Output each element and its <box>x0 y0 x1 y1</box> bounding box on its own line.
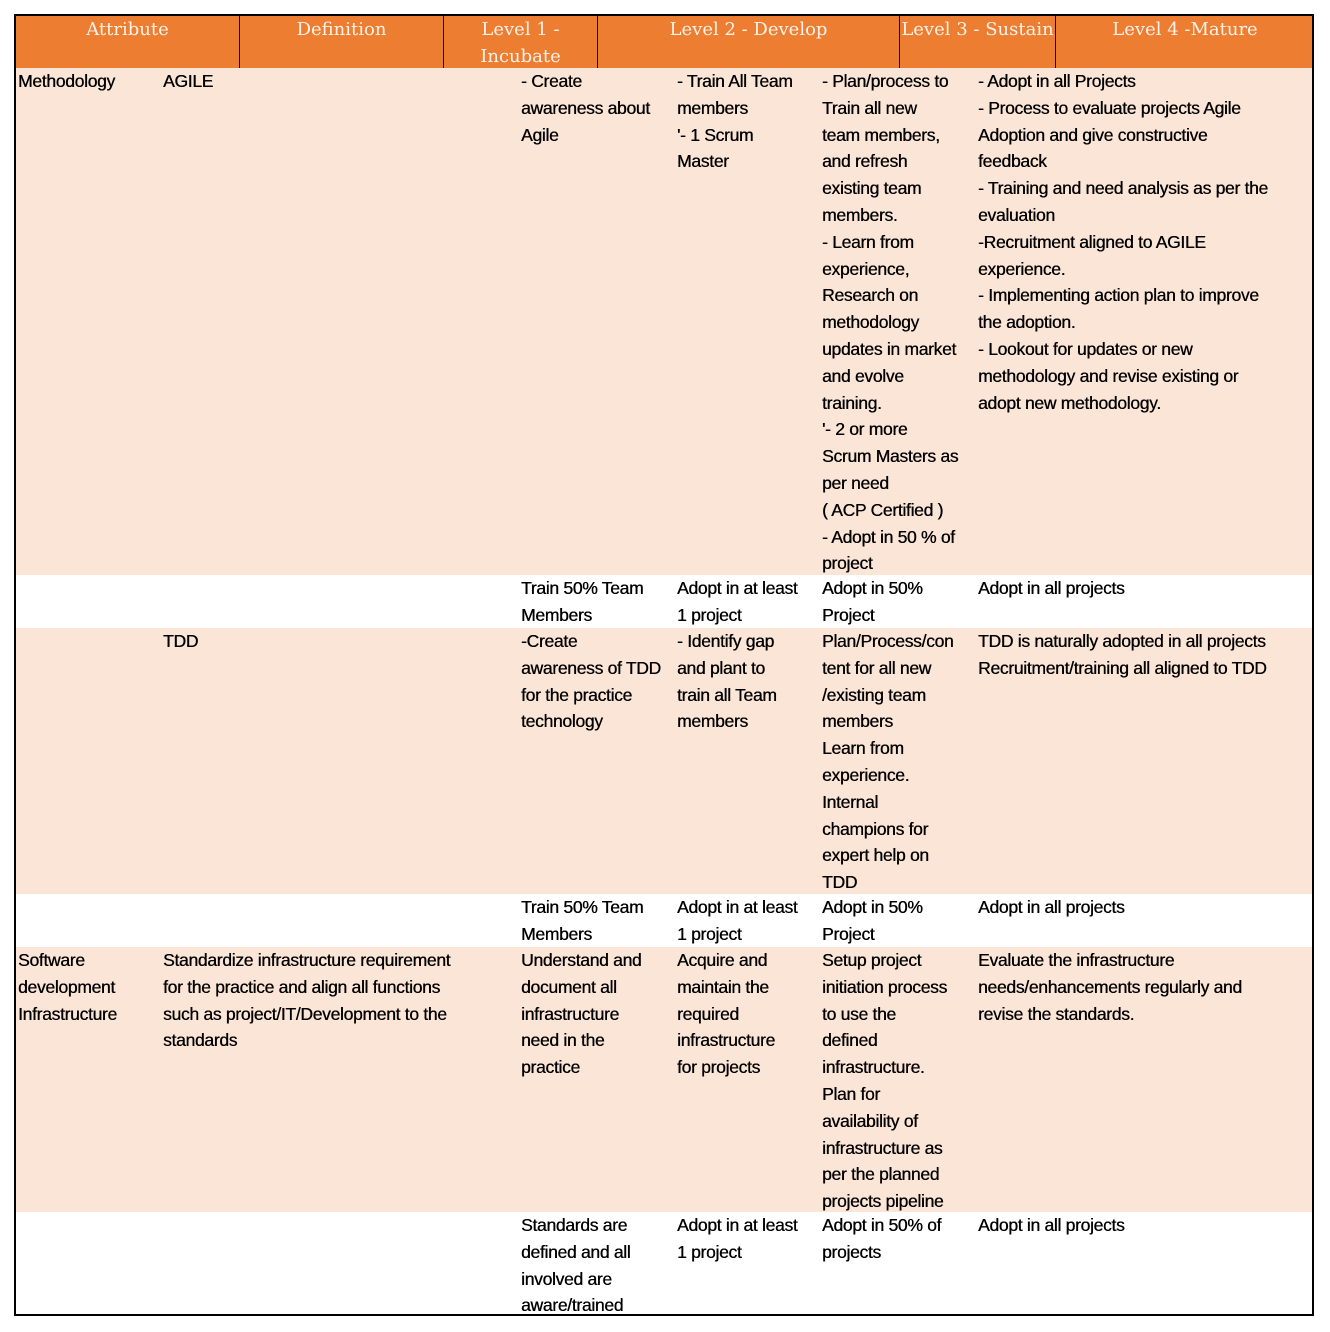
maturity-table <box>14 14 1314 1316</box>
row-level4: Evaluate the infrastructure needs/enhancements regularly and revise the standards. <box>978 950 1242 1024</box>
row-level3: Plan/Process/con tent for all new /existing team members Learn from experience. Internal champions for expert help on TDD <box>822 631 954 893</box>
table-row <box>16 894 1314 947</box>
header-definition: Definition <box>240 16 444 68</box>
row-level1: - Create awareness about Agile <box>521 71 650 145</box>
table-row <box>16 628 1314 894</box>
header-attribute: Attribute <box>16 16 240 68</box>
row-level1: Understand and document all infrastructure need in the practice <box>521 950 642 1078</box>
table-row <box>16 68 1314 575</box>
header-level1: Level 1 - Incubate <box>444 16 598 68</box>
row-category: Software development Infrastructure <box>18 950 117 1024</box>
header-level3: Level 3 - Sustain <box>900 16 1056 68</box>
row-level1: Train 50% Team Members <box>521 897 644 944</box>
table-row <box>16 575 1314 628</box>
row-level3: Adopt in 50% of projects <box>822 1215 942 1262</box>
row-level2: Adopt in at least 1 project <box>677 578 798 625</box>
row-level2: Adopt in at least 1 project <box>677 897 798 944</box>
row-level2: - Identify gap and plant to train all Team members <box>677 631 777 732</box>
row-category: Methodology <box>18 71 115 91</box>
row-attribute: TDD <box>163 631 199 651</box>
header-level2: Level 2 - Develop <box>598 16 900 68</box>
row-level4: - Adopt in all Projects - Process to evaluate projects Agile Adoption and give constructive feedback - Training and need analysis as per the evaluation -Recruitment aligned to AGILE experience. - Implementing action plan to improve the adoption. - Lookout for updates or new methodology and revise existing or adopt new methodology. <box>978 71 1268 413</box>
row-level3: Adopt in 50% Project <box>822 578 923 625</box>
row-attribute: Standardize infrastructure requirement for the practice and align all functions such as project/IT/Development to the standards <box>163 950 451 1051</box>
row-level4: Adopt in all projects <box>978 897 1125 917</box>
row-level1: Train 50% Team Members <box>521 578 644 625</box>
row-level1: -Create awareness of TDD for the practice technology <box>521 631 661 732</box>
row-level2: Adopt in at least 1 project <box>677 1215 798 1262</box>
row-attribute: AGILE <box>163 71 214 91</box>
row-level4: Adopt in all projects <box>978 578 1125 598</box>
header-level4: Level 4 -Mature <box>1112 19 1258 40</box>
row-level1: Standards are defined and all involved are aware/trained <box>521 1215 631 1316</box>
table-row <box>16 1212 1314 1316</box>
row-level4: TDD is naturally adopted in all projects Recruitment/training all aligned to TDD <box>978 631 1267 678</box>
table-row <box>16 947 1314 1212</box>
row-level3: Adopt in 50% Project <box>822 897 923 944</box>
row-level2: Acquire and maintain the required infrastructure for projects <box>677 950 775 1078</box>
row-level2: - Train All Team members '- 1 Scrum Master <box>677 71 793 172</box>
row-level3: Setup project initiation process to use the defined infrastructure. Plan for availability of infrastructure as per the planned projects pipeline <box>822 950 947 1212</box>
row-level3: - Plan/process to Train all new team members, and refresh existing team members. - Learn from experience, Research on methodology updates in market and evolve training. '- 2 or more Scrum Masters as per need ( ACP Certified ) - Adopt in 50 % of project <box>822 71 959 574</box>
table-header <box>16 16 1314 70</box>
row-level4: Adopt in all projects <box>978 1215 1125 1235</box>
